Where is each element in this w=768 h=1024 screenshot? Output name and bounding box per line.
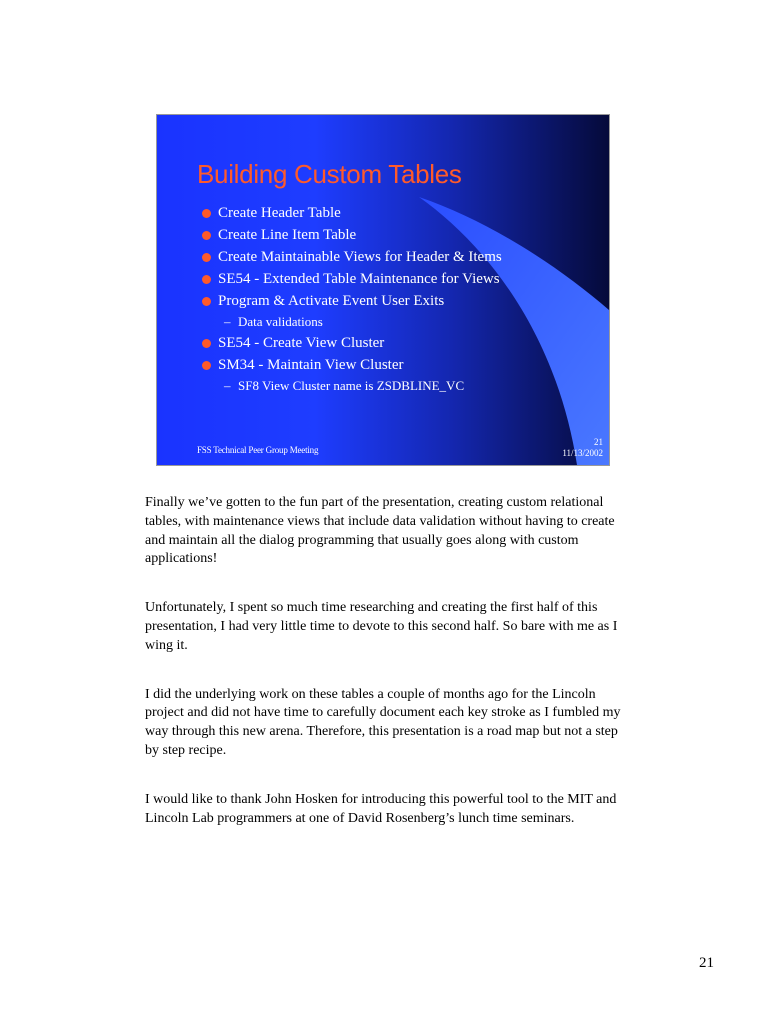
speaker-notes bbox=[145, 494, 635, 858]
dash-icon: – bbox=[224, 378, 231, 393]
bullet-item: Program & Activate Event User Exits bbox=[202, 290, 602, 312]
slide-number: 21 bbox=[594, 437, 603, 447]
bullet-dot-icon bbox=[202, 275, 211, 284]
notes-paragraph: Finally we’ve gotten to the fun part of the presentation, creating custom relational tables, with maintenance views that include data validation without having to create and maintain all the dialog programming that usually goes along with custom applications! bbox=[145, 495, 615, 567]
notes-paragraph: I did the underlying work on these tables a couple of months ago for the Lincoln project and did not have time to carefully document each key stroke as I fumbled my way through this new arena. Therefore, this presentation is a road map but not a step by step recipe. bbox=[145, 686, 621, 758]
bullet-item: SE54 - Extended Table Maintenance for Views bbox=[202, 268, 602, 290]
bullet-dot-icon bbox=[202, 339, 211, 348]
sub-bullet-item: – Data validations bbox=[202, 312, 602, 332]
slide-footer-meta bbox=[562, 437, 603, 459]
bullet-item: Create Maintainable Views for Header & Items bbox=[202, 246, 602, 268]
bullet-item: SM34 - Maintain View Cluster bbox=[202, 354, 602, 376]
bullet-item: SE54 - Create View Cluster bbox=[202, 332, 602, 354]
slide-date: 11/13/2002 bbox=[562, 448, 603, 458]
bullet-dot-icon bbox=[202, 209, 211, 218]
bullet-dot-icon bbox=[202, 253, 211, 262]
bullet-dot-icon bbox=[202, 297, 211, 306]
slide-footer-text: FSS Technical Peer Group Meeting bbox=[197, 445, 319, 455]
sub-bullet-item: – SF8 View Cluster name is ZSDBLINE_VC bbox=[202, 376, 602, 396]
bullet-item: Create Line Item Table bbox=[202, 224, 602, 246]
slide-thumbnail bbox=[157, 115, 609, 465]
page-number: 21 bbox=[699, 955, 714, 971]
notes-paragraph: Unfortunately, I spent so much time researching and creating the first half of this presentation, I had very little time to devote to this second half. So bare with me as I wing it. bbox=[145, 600, 618, 653]
slide-bullet-list bbox=[202, 202, 602, 396]
bullet-item: Create Header Table bbox=[202, 202, 602, 224]
slide-title: Building Custom Tables bbox=[197, 159, 462, 189]
notes-paragraph: I would like to thank John Hosken for introducing this powerful tool to the MIT and Lincoln Lab programmers at one of David Rosenberg’s lunch time seminars. bbox=[145, 791, 617, 826]
dash-icon: – bbox=[224, 314, 231, 329]
bullet-dot-icon bbox=[202, 361, 211, 370]
bullet-dot-icon bbox=[202, 231, 211, 240]
